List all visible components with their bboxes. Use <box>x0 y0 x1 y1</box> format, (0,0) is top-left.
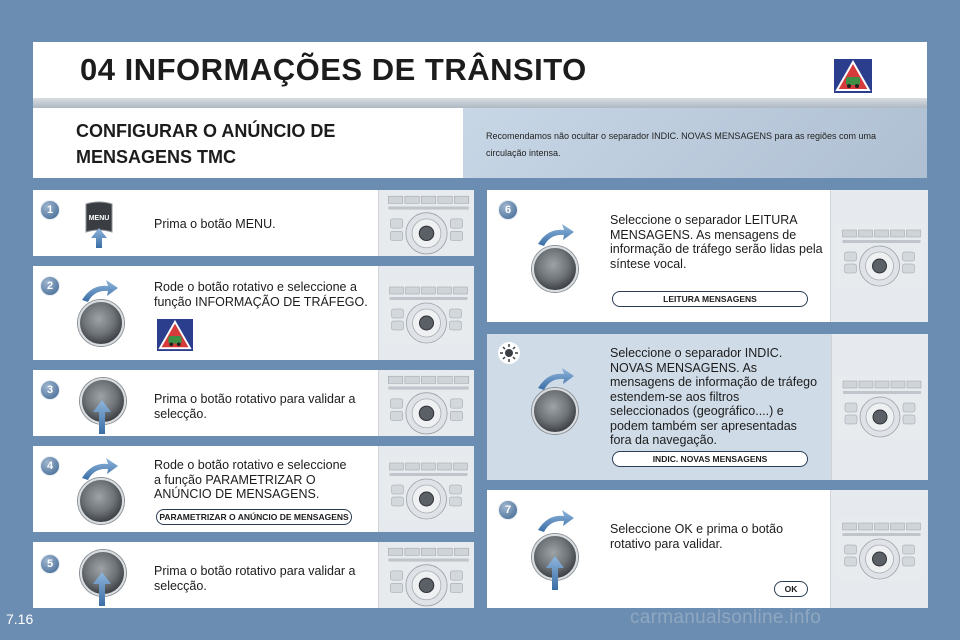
rotate-arrow-icon <box>80 278 120 302</box>
radio-unit-1 <box>378 190 474 256</box>
radio-unit-4 <box>378 446 474 532</box>
step-4-text: Rode o botão rotativo e seleccione a função PARAMETRIZAR O ANÚNCIO DE MENSAGENS. <box>154 458 347 501</box>
menu-button-icon <box>82 198 116 248</box>
step-5-text: Prima o botão rotativo para validar a selecção. <box>154 564 356 593</box>
traffic-info-icon <box>156 318 194 352</box>
step-1-text: Prima o botão MENU. <box>154 217 276 231</box>
step-2-text: Rode o botão rotativo e seleccione a função INFORMAÇÃO DE TRÁFEGO. <box>154 280 368 309</box>
lightbulb-icon <box>498 342 520 364</box>
step-6-number: 6 <box>498 200 518 220</box>
step-1-number: 1 <box>40 200 60 220</box>
press-arrow-icon <box>92 400 112 434</box>
section-note: Recomendamos não ocultar o separador INDIC. NOVAS MENSAGENS para as regiões com uma circulação intensa. <box>486 131 876 158</box>
radio-unit-2 <box>378 266 474 360</box>
step-2-number: 2 <box>40 276 60 296</box>
radio-unit-3 <box>378 370 474 436</box>
rotate-arrow-icon <box>536 222 576 246</box>
radio-unit-6 <box>830 190 928 322</box>
rotary-knob-icon <box>532 388 578 434</box>
step-5-number: 5 <box>40 554 60 574</box>
step-3-number: 3 <box>40 380 60 400</box>
radio-unit-7 <box>830 490 928 608</box>
section-title: CONFIGURAR O ANÚNCIO DE MENSAGENS TMC <box>76 121 336 167</box>
header-divider <box>33 98 927 108</box>
tip-text: Seleccione o separador INDIC. NOVAS MENSAGENS. As mensagens de informação de tráfego estendem-se aos filtros seleccionados (geográfico....) e podem também ser apresentadas fora da navegação. <box>610 346 818 447</box>
step-7-number: 7 <box>498 500 518 520</box>
rotary-knob-icon <box>78 478 124 524</box>
option-parametrizar[interactable]: PARAMETRIZAR O ANÚNCIO DE MENSAGENS <box>156 509 352 525</box>
traffic-info-icon <box>833 58 873 94</box>
menu-button-label: MENU <box>88 215 110 222</box>
press-arrow-icon <box>545 556 565 590</box>
page-number: 7.16 <box>6 611 34 627</box>
radio-unit-tip <box>831 334 928 480</box>
page-title: 04 INFORMAÇÕES DE TRÂNSITO <box>80 52 587 87</box>
press-arrow-icon <box>92 572 112 606</box>
step-4-number: 4 <box>40 456 60 476</box>
watermark: carmanualsonline.info <box>630 607 822 628</box>
option-indic-novas-mensagens[interactable]: INDIC. NOVAS MENSAGENS <box>612 451 808 467</box>
step-3-text: Prima o botão rotativo para validar a selecção. <box>154 392 356 421</box>
ok-button[interactable]: OK <box>774 581 808 597</box>
option-leitura-mensagens[interactable]: LEITURA MENSAGENS <box>612 291 808 307</box>
step-7-text: Seleccione OK e prima o botão rotativo para validar. <box>610 522 784 551</box>
rotate-arrow-icon <box>536 366 576 390</box>
rotate-arrow-icon <box>536 508 576 532</box>
rotate-arrow-icon <box>80 456 120 480</box>
step-6-text: Seleccione o separador LEITURA MENSAGENS. As mensagens de informação de tráfego serão lidas pela síntese vocal. <box>610 213 823 271</box>
rotary-knob-icon <box>78 300 124 346</box>
rotary-knob-icon <box>532 246 578 292</box>
radio-unit-5 <box>378 542 474 608</box>
